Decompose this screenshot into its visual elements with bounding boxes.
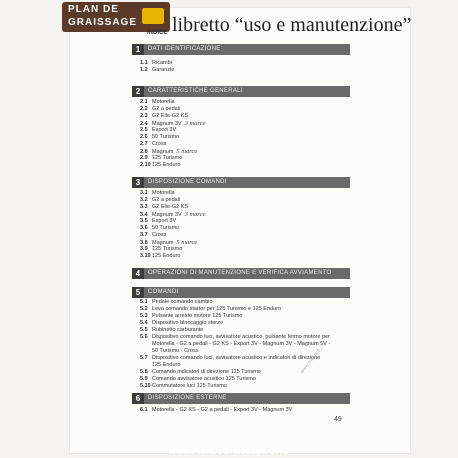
index-item [140,190,175,197]
item-number: 2.9 [140,155,148,161]
item-text: 125 Enduro [152,253,181,259]
item-text: Motorella - G2 KS - G2 a pedali - Export 3V - Magnum 3V [152,407,293,413]
section-header [132,177,350,188]
handwritten-note: 3 marce [184,211,206,218]
index-item [140,197,180,204]
item-number: 2.6 [140,134,148,140]
index-item [140,127,176,134]
index-item [140,334,330,341]
item-number: 2.3 [140,113,148,119]
item-number: 5.3 [140,313,148,319]
item-text: Comando indicatori di direzione 125 Turismo [152,369,261,375]
watermark-stamp: www.motos.fr [299,347,323,375]
section-header [132,393,350,404]
index-item [140,225,179,232]
document-page [70,8,410,453]
item-number: 5.6 [140,334,148,340]
section-label: DISPOSIZIONE ESTERNE [148,395,227,401]
item-number: 3.3 [140,204,148,210]
handwritten-note: 3 marce [184,120,206,127]
item-number: 3.10 [140,253,151,259]
handwritten-note: 5 marce [176,239,198,246]
index-item [140,376,256,383]
index-item [140,67,174,74]
item-text: Pulsante arresto motore 125 Turismo [152,313,243,319]
item-number: 2.8 [140,149,148,155]
index-item [140,383,227,390]
index-item [140,218,176,225]
item-number: 2.1 [140,99,148,105]
item-number: 2.4 [140,121,148,127]
section-number: 6 [132,393,144,404]
index-item [140,327,203,334]
section-number: 3 [132,177,144,188]
item-number: 3.1 [140,190,148,196]
item-text: 50 Turismo [152,225,180,231]
item-number: 5.7 [140,355,148,361]
item-number: 3.5 [140,218,148,224]
item-text: 50 Turismo - Cross [152,348,199,354]
index-item [140,407,292,414]
oil-can-icon [142,8,164,24]
logo-line-2: GRAISSAGE [68,17,138,28]
index-item [140,141,166,148]
item-text: G2 Elle-G2 KS [152,113,189,119]
item-text: 125 Enduro [152,362,181,368]
section-label: OPERAZIONI DI MANUTENZIONE E VERIFICA AVVIAMENTO [148,270,332,276]
index-item [140,355,320,362]
item-number: 5.10 [140,383,151,389]
item-text: Export 3V [152,218,177,224]
index-item [140,155,182,162]
item-text: Motorella [152,99,175,105]
item-text: G2 Elle-G2 KS [152,204,189,210]
item-number: 1.1 [140,60,148,66]
section-header [132,287,350,298]
item-number: 5.8 [140,369,148,375]
section-label: DISPOSIZIONE COMANDI [148,179,227,185]
item-text: Motorella [152,190,175,196]
item-number: 5.5 [140,327,148,333]
index-item [140,362,180,369]
logo-line-1: PLAN DE [68,4,119,15]
section-header [132,86,350,97]
section-header [132,44,350,55]
item-number: 6.1 [140,407,148,413]
item-number: 2.5 [140,127,148,133]
index-item [140,113,188,120]
item-text: Dispositivo bloccaggio sterzo [152,320,223,326]
index-item [140,106,180,113]
item-text: Commutatore luci 125 Turismo [152,383,227,389]
item-number: 3.4 [140,212,148,218]
index-item [140,313,243,320]
item-number: 5.4 [140,320,148,326]
item-number: 3.2 [140,197,148,203]
index-item [140,204,188,211]
item-number: 2.2 [140,106,148,112]
index-item [140,99,175,106]
item-text: 125 Enduro [152,162,181,168]
index-item [140,320,223,327]
item-text: Cross [152,141,167,147]
item-text: G2 a pedali [152,106,181,112]
index-item [140,232,166,239]
footer-url: www.PlanDeGraissage.ORG [168,446,290,456]
item-text: Magnum 3V [152,212,182,218]
section-label: DATI IDENTIFICAZIONE [148,46,221,52]
item-number: 1.2 [140,67,148,73]
item-text: 125 Turismo [152,246,183,252]
item-text: Leva comando starter per 125 Turismo e 125 Enduro [152,306,282,312]
index-label: INDICE [147,30,168,36]
index-item [140,306,281,313]
item-text: Rubinetto carburante [152,327,204,333]
item-text: Pedale comando cambio [152,299,213,305]
item-number: 3.8 [140,240,148,246]
item-text: Motorella - G2 a pedali - G2 KS - Export 3V - Magnum 3V - Magnum 5V - [152,341,331,347]
section-header [132,268,350,279]
site-logo [62,2,170,32]
item-text: Cross [152,232,167,238]
item-text: Dispositivo comando luci, avvisatore acustico e indicatori di direzione [152,355,321,361]
page-title: libretto “uso e manutenzione” [172,14,412,36]
index-item [140,341,330,348]
item-text: Garanzie [152,67,175,73]
section-number: 2 [132,86,144,97]
item-text: Magnum [152,149,174,155]
section-number: 5 [132,287,144,298]
item-text: 50 Turismo [152,134,180,140]
page-number: 49 [334,416,342,423]
index-item [140,369,261,376]
section-label: COMANDI [148,289,179,295]
item-text: Export 3V [152,127,177,133]
item-number: 3.9 [140,246,148,252]
index-item [140,162,180,169]
index-item [140,246,182,253]
item-text: Comando avvisatore acustico 125 Turismo [152,376,256,382]
index-item [140,134,179,141]
section-number: 4 [132,268,144,279]
index-item [140,60,172,67]
index-item [140,253,180,260]
index-item [140,348,198,355]
item-number: 2.7 [140,141,148,147]
item-text: Dispositivo comando luci, avvisatore acustico, pulsante fermo motore per [152,334,330,340]
item-number: 3.7 [140,232,148,238]
item-number: 5.1 [140,299,148,305]
item-number: 2.10 [140,162,151,168]
item-text: 125 Turismo [152,155,183,161]
section-number: 1 [132,44,144,55]
item-number: 5.9 [140,376,148,382]
item-text: Magnum [152,240,174,246]
item-number: 5.2 [140,306,148,312]
item-number: 3.6 [140,225,148,231]
handwritten-note: 5 marce [176,148,198,155]
section-label: CARATTERISTICHE GENERALI [148,88,243,94]
item-text: Ricambi [152,60,172,66]
item-text: G2 a pedali [152,197,181,203]
index-item [140,299,213,306]
item-text: Magnum 3V [152,121,182,127]
